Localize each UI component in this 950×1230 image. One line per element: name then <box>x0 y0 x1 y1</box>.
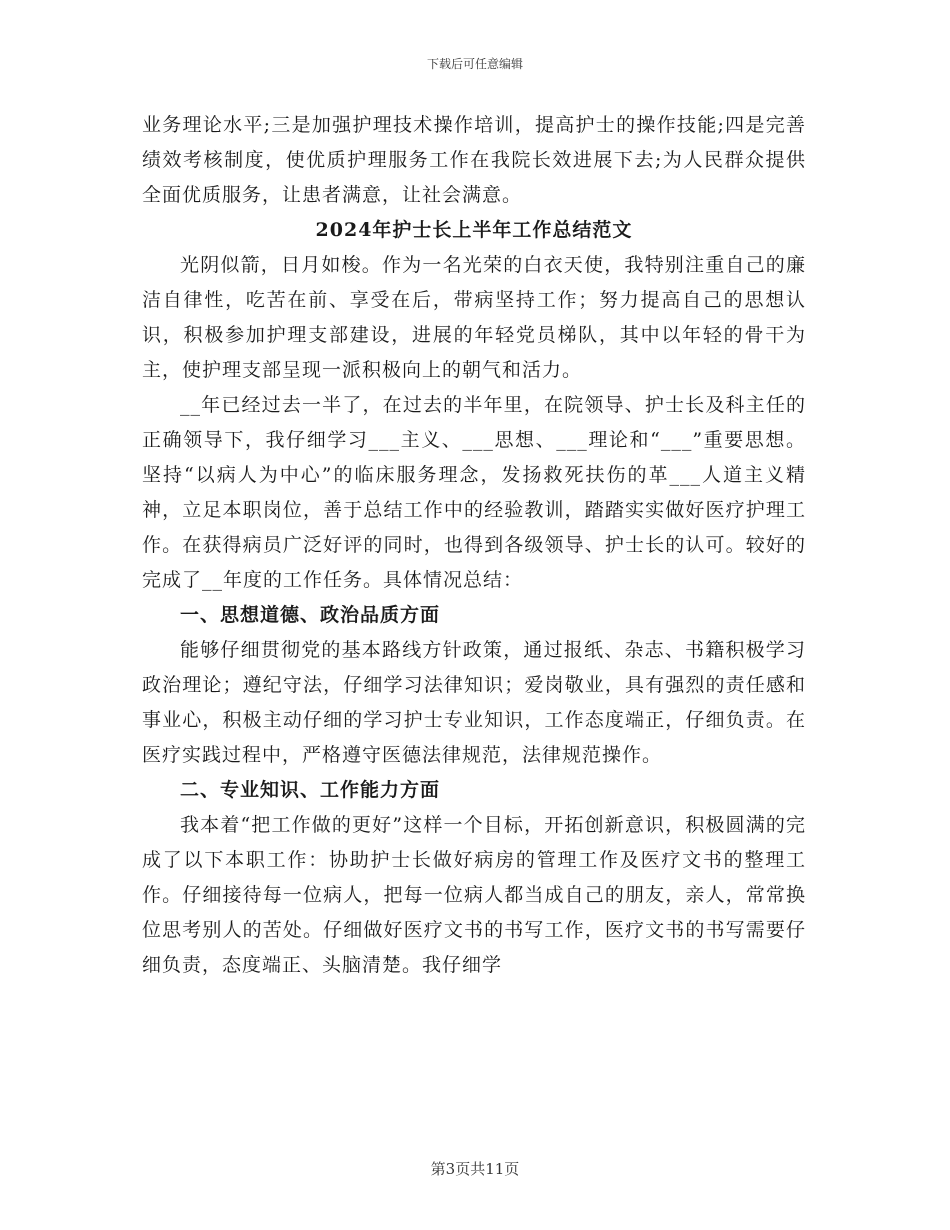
page-number: 第3页共11页 <box>430 1160 520 1178</box>
document-body <box>142 108 806 983</box>
section-paragraph-1: 能够仔细贯彻党的基本路线方针政策，通过报纸、杂志、书籍积极学习政治理论；遵纪守法，仔细学习法律知识；爱岗敬业，具有强烈的责任感和事业心，积极主动仔细的学习护士专业知识，工作态度端正，仔细负责。在医疗实践过程中，严格遵守医德法律规范，法律规范操作。 <box>142 639 806 766</box>
carry-over-paragraph: 业务理论水平;三是加强护理技术操作培训，提高护士的操作技能;四是完善绩效考核制度，使优质护理服务工作在我院长效进展下去;为人民群众提供全面优质服务，让患者满意，让社会满意。 <box>142 114 806 206</box>
section-paragraph-2: 我本着“把工作做的更好”这样一个目标，开拓创新意识，积极圆满的完成了以下本职工作：协助护士长做好病房的管理工作及医疗文书的整理工作。仔细接待每一位病人，把每一位病人都当成自己的朋友，亲人，常常换位思考别人的苦处。仔细做好医疗文书的书写工作，医疗文书的书写需要仔细负责，态度端正、头脑清楚。我仔细学 <box>142 814 806 976</box>
page-header-note: 下载后可任意编辑 <box>426 57 523 71</box>
summary-paragraph: __年已经过去一半了，在过去的半年里，在院领导、护士长及科主任的正确领导下，我仔细学习___主义、___思想、___理论和“___”重要思想。坚持“以病人为中心”的临床服务理念，发扬救死扶伤的革___人道主义精神，立足本职岗位，善于总结工作中的经验教训，踏踏实实做好医疗护理工作。在获得病员广泛好评的同时，也得到各级领导、护士长的认可。较好的完成了__年度的工作任务。具体情况总结： <box>142 394 806 591</box>
document-title: 2024年护士长上半年工作总结范文 <box>315 219 633 241</box>
section-heading-2: 二、专业知识、工作能力方面 <box>180 779 441 801</box>
section-heading-1: 一、思想道德、政治品质方面 <box>180 604 441 626</box>
intro-paragraph: 光阴似箭，日月如梭。作为一名光荣的白衣天使，我特别注重自己的廉洁自律性，吃苦在前、享受在后，带病坚持工作；努力提高自己的思想认识，积极参加护理支部建设，进展的年轻党员梯队，其中以年轻的骨干为主，使护理支部呈现一派积极向上的朝气和活力。 <box>142 254 806 381</box>
